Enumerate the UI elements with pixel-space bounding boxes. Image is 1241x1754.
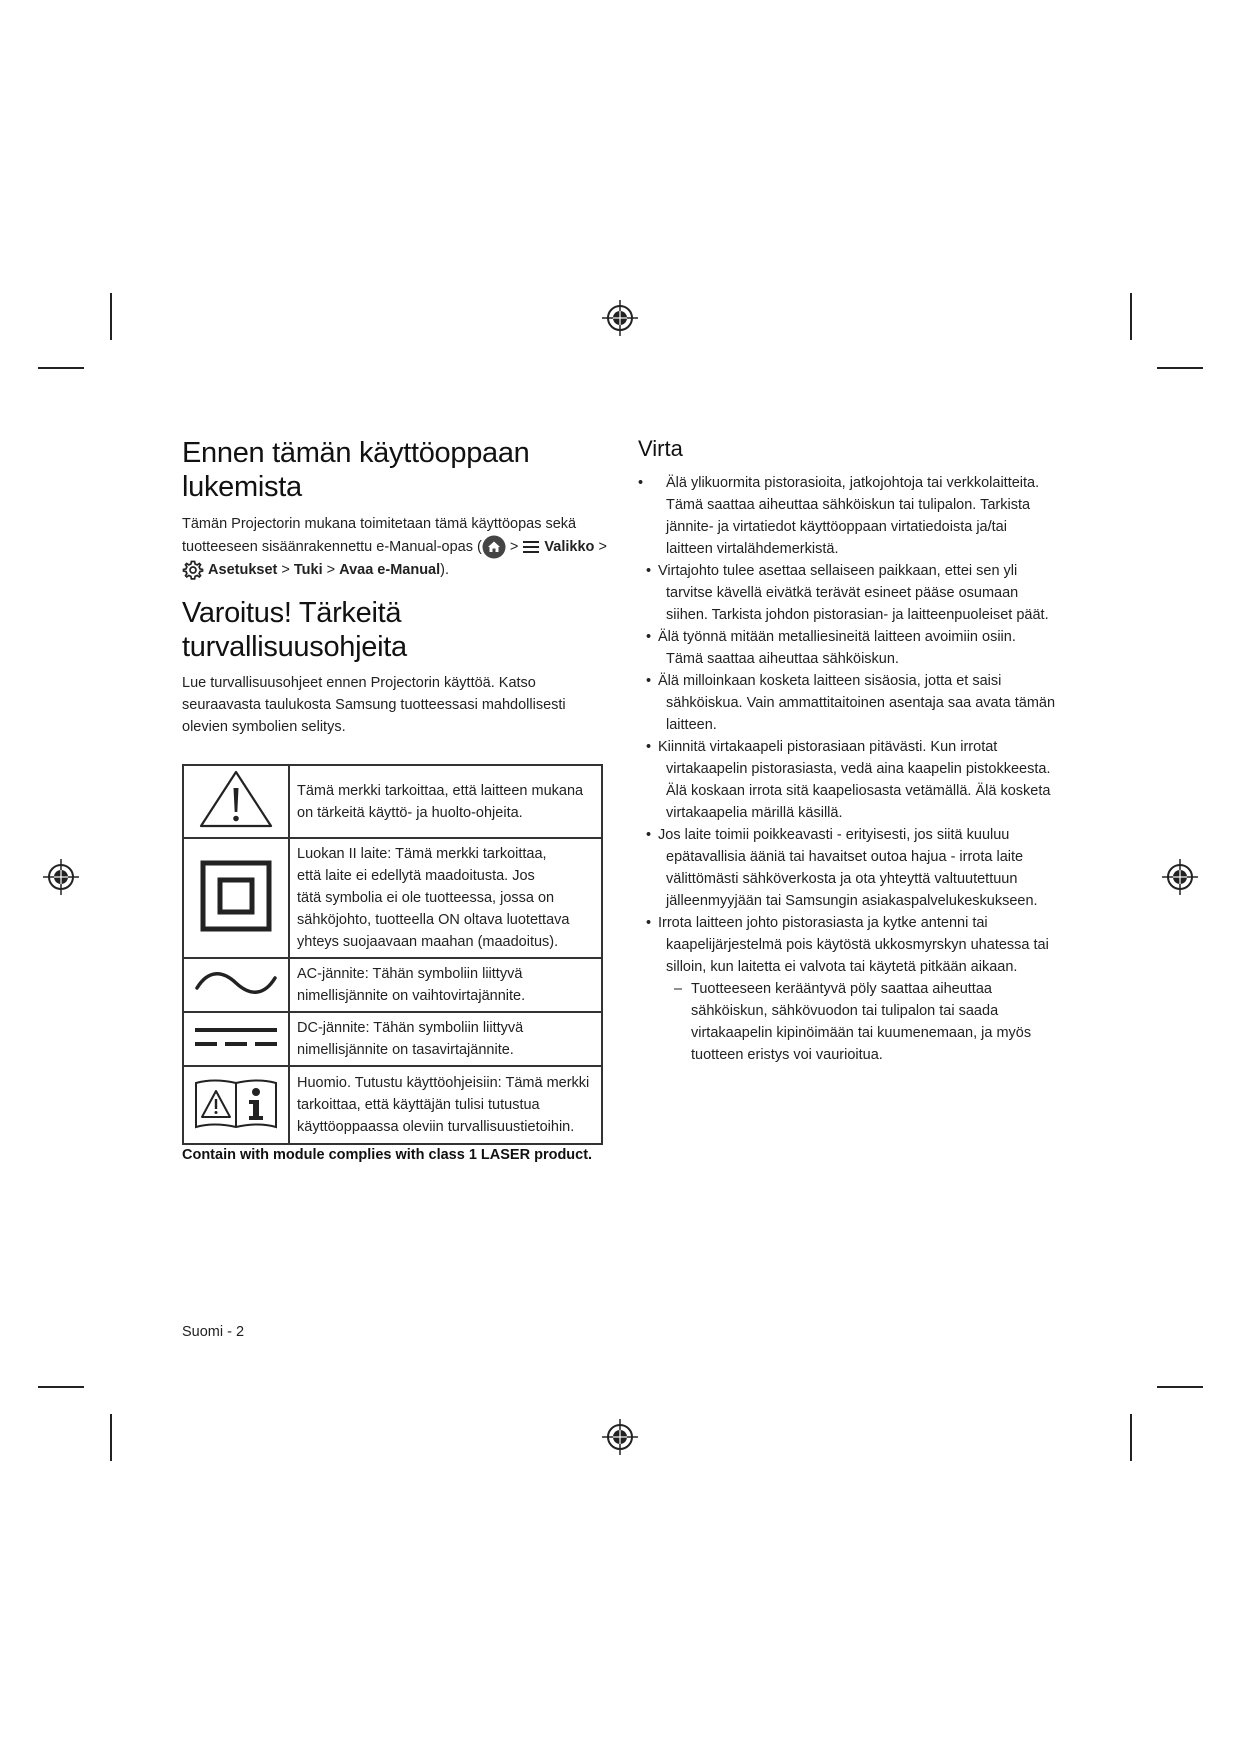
table-row <box>183 1066 602 1144</box>
nav-separator: > <box>509 538 519 555</box>
section-title-safety <box>182 596 407 664</box>
text-line: Tämä saattaa aiheuttaa sähköiskun. <box>666 651 899 667</box>
bullet: • <box>646 827 652 843</box>
symbol-description <box>289 958 602 1012</box>
registration-mark-icon <box>41 857 81 897</box>
menu-icon <box>522 539 540 555</box>
text-line: laitteen virtalähdemerkistä. <box>666 541 839 557</box>
symbol-description <box>289 838 602 958</box>
crop-mark <box>1130 1414 1132 1461</box>
text-line: että laite ei edellytä maadoitusta. Jos <box>297 868 535 884</box>
table-row <box>183 765 602 838</box>
text-line: Jos laite toimii poikkeavasti - erityisesti, jos siitä kuuluu <box>658 827 1010 843</box>
text-line: nimellisjännite on vaihtovirtajännite. <box>297 988 526 1004</box>
title-line: lukemista <box>182 471 302 503</box>
text-line: AC-jännite: Tähän symboliin liittyvä <box>297 966 523 982</box>
registration-mark-icon <box>1160 857 1200 897</box>
sub-list-item <box>638 978 1058 1066</box>
text-line: Tämä saattaa aiheuttaa sähköiskun tai tulipalon. Tarkista <box>666 497 1031 513</box>
dc-voltage-icon <box>193 1022 279 1052</box>
symbol-cell <box>183 765 289 838</box>
text-line: Älä ylikuormita pistorasioita, jatkojohtoja tai verkkolaitteita. <box>666 475 1040 491</box>
text-line: on tärkeitä käyttö- ja huolto-ohjeita. <box>297 804 523 821</box>
laser-note: Contain with module complies with class 1 LASER product. <box>182 1147 593 1163</box>
text-line: käyttöoppaassa oleviin turvallisuustietoihin. <box>297 1119 575 1135</box>
list-item <box>638 560 1058 626</box>
crop-mark <box>38 367 84 369</box>
list-item <box>638 736 1058 824</box>
class-ii-double-square-icon <box>199 859 273 933</box>
symbol-cell <box>183 1066 289 1144</box>
page-footer: Suomi - 2 <box>182 1324 245 1340</box>
title-line: Ennen tämän käyttöoppaan <box>182 437 530 469</box>
text-line: Tämän Projectorin mukana toimitetaan tämä käyttöopas sekä <box>182 516 577 532</box>
text-line: nimellisjännite on tasavirtajännite. <box>297 1042 514 1058</box>
registration-mark-icon <box>600 298 640 338</box>
crop-mark <box>1157 1386 1203 1388</box>
text-line: Älä koskaan irrota sitä kaapeliosasta vetämällä. Älä kosketa <box>666 783 1051 799</box>
nav-open-emanual: Avaa e-Manual <box>339 562 441 578</box>
nav-menu: Valikko <box>544 538 595 555</box>
text-line: Älä työnnä mitään metalliesineitä laitteen avoimiin osiin. <box>658 629 1016 645</box>
gear-icon <box>182 559 204 581</box>
crop-mark <box>38 1386 84 1388</box>
text-line: yhteys suojaavaan maahan (maadoitus). <box>297 934 559 950</box>
text-line: virtakaapelin kipinöimään tai kuumenemaan, ja myös <box>691 1025 1032 1041</box>
text-line: siihen. Tarkista johdon pistorasian- ja laitteenpuoleiset päät. <box>666 607 1049 623</box>
bullet: • <box>646 629 652 645</box>
bullet: • <box>646 915 652 931</box>
safety-intro <box>182 672 622 738</box>
list-item <box>638 472 1058 560</box>
nav-settings: Asetukset <box>208 562 278 578</box>
text-line: Tuotteeseen kerääntyvä pöly saattaa aiheuttaa <box>691 981 992 997</box>
text-line: Irrota laitteen johto pistorasiasta ja kytke antenni tai <box>658 915 988 931</box>
symbol-description <box>289 765 602 838</box>
crop-mark <box>110 1414 112 1461</box>
ac-sine-wave-icon <box>194 968 278 998</box>
nav-support: Tuki <box>293 562 323 578</box>
text-line: silloin, kun laitetta ei valvota tai käytetä pitkään aikaan. <box>666 959 1018 975</box>
text-line: sähköjohto, tuotteella ON oltava luotettava <box>297 912 570 928</box>
text-line: virtakaapelia märillä käsillä. <box>666 805 843 821</box>
manual-info-icon <box>192 1075 280 1131</box>
emanual-paragraph <box>182 513 622 581</box>
nav-separator: > <box>281 562 290 578</box>
text-line: Virtajohto tulee asettaa sellaiseen paikkaan, ettei sen yli <box>658 563 1018 579</box>
text-line: virtakaapelin pistorasiasta, vedä aina kaapelin pistokkeesta. <box>666 761 1051 777</box>
registration-mark-icon <box>600 1417 640 1457</box>
symbol-description <box>289 1012 602 1066</box>
text-line: jälleenmyyjään tai Samsungin asiakaspalvelukeskukseen. <box>666 893 1038 909</box>
nav-separator: > <box>326 562 336 578</box>
table-row <box>183 958 602 1012</box>
text-line: välittömästi sähköverkosta ja ota yhteyttä valtuutettuun <box>666 871 1018 887</box>
list-item <box>638 626 1058 670</box>
text-line: Luokan II laite: Tämä merkki tarkoittaa, <box>297 846 547 862</box>
crop-mark <box>1157 367 1203 369</box>
symbol-cell <box>183 1012 289 1066</box>
title-line: Varoitus! Tärkeitä <box>182 597 402 629</box>
symbols-table <box>182 764 603 1145</box>
home-icon <box>482 535 506 559</box>
title-line: turvallisuusohjeita <box>182 631 407 663</box>
text-line: tätä symbolia ei ole tuotteessa, jossa on <box>297 890 555 906</box>
bullet: • <box>638 475 644 491</box>
table-row <box>183 838 602 958</box>
text-line: Huomio. Tutustu käyttöohjeisiin: Tämä merkki <box>297 1075 590 1091</box>
crop-mark <box>110 293 112 340</box>
table-row <box>183 1012 602 1066</box>
virta-list <box>638 472 1058 1066</box>
bullet: • <box>646 739 652 755</box>
dash: – <box>674 981 683 997</box>
list-item <box>638 824 1058 912</box>
warning-triangle-icon <box>198 768 274 830</box>
text-line: tuotteeseen sisäänrakennettu e-Manual-opas ( <box>182 538 482 555</box>
list-item <box>638 912 1058 978</box>
text-line: Kiinnitä virtakaapeli pistorasiaan pitävästi. Kun irrotat <box>658 739 998 755</box>
text-line: Lue turvallisuusohjeet ennen Projectorin käyttöä. Katso <box>182 675 536 691</box>
crop-mark <box>1130 293 1132 340</box>
symbol-description <box>289 1066 602 1144</box>
text-line: epätavallisia ääniä tai havaitset outoa hajua - irrota laite <box>666 849 1024 865</box>
text-line: DC-jännite: Tähän symboliin liittyvä <box>297 1020 524 1036</box>
text-line: Tämä merkki tarkoittaa, että laitteen mukana <box>297 782 584 799</box>
symbol-cell <box>183 958 289 1012</box>
section-title-before-reading <box>182 436 530 504</box>
text-line: sähköiskun, sähkövuodon tai tulipalon tai saada <box>691 1003 999 1019</box>
list-item <box>638 670 1058 736</box>
text-line: sähköiskua. Vain ammattitaitoinen asentaja saa avata tämän <box>666 695 1056 711</box>
bullet: • <box>646 673 652 689</box>
bullet: • <box>646 563 652 579</box>
text-line: Älä milloinkaan kosketa laitteen sisäosia, jotta et saisi <box>658 673 1002 689</box>
text-line: olevien symbolien selitys. <box>182 719 346 735</box>
text-line: tarvitse kävellä eivätkä terävät esineet pääse osumaan <box>666 585 1019 601</box>
text-line: tarkoittaa, että käyttäjän tulisi tutustua <box>297 1097 540 1113</box>
text-line: laitteen. <box>666 717 717 733</box>
symbol-cell <box>183 838 289 958</box>
nav-separator: > <box>598 538 607 555</box>
text-line: seuraavasta taulukosta Samsung tuotteessasi mahdollisesti <box>182 697 566 713</box>
virta-title: Virta <box>638 436 683 461</box>
text-line: tuotteen eristys voi vaurioitua. <box>691 1047 883 1063</box>
text-line: jännite- ja virtatiedot käyttöoppaan virtatiedoista ja/tai <box>666 519 1007 535</box>
text-line: kaapelijärjestelmä pois käytöstä ukkosmyrskyn uhatessa tai <box>666 937 1049 953</box>
text-end: ). <box>440 562 449 578</box>
